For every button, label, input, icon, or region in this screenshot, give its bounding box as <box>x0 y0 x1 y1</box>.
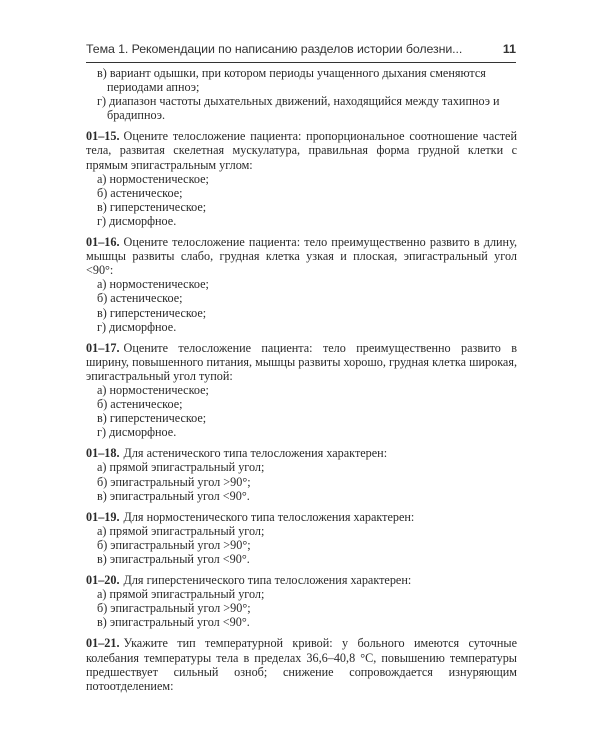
question-number: 01–16. <box>86 235 120 250</box>
question-number: 01–17. <box>86 340 120 355</box>
question-01-17 <box>86 341 517 440</box>
answer-option: б) эпигастральный угол >90°; <box>97 474 251 489</box>
answer-option: в) эпигастральный угол <90°. <box>97 488 250 503</box>
answer-option: г) диапазон частоты дыхательных движений, находящийся между тахипноэ и брадипноэ. <box>97 94 500 123</box>
question-number: 01–20. <box>86 573 120 588</box>
question-text: Оцените телосложение пациента: пропорциональное соотношение частей тела, развитая скелетная мускулатура, правильная форма грудной клетки с прямым эпигастральным углом: <box>86 129 517 172</box>
question-text: Для нормостенического типа телосложения характерен: <box>123 509 415 524</box>
answer-option: б) астеническое; <box>97 397 183 412</box>
question-stem <box>86 341 517 383</box>
answer-options <box>86 524 517 566</box>
question-text: Для астенического типа телосложения характерен: <box>123 446 388 461</box>
header-divider <box>86 62 516 63</box>
continued-options <box>86 66 517 122</box>
answer-options <box>86 172 517 228</box>
question-stem <box>86 573 517 587</box>
question-text: Укажите тип температурной кривой: у больного имеются суточные колебания температуры тела в пределах 36,6–40,8 °С, повышению температуры предшествует сильный озноб; снижение сопровождается изнуряющим потоотделением: <box>86 636 517 693</box>
question-01-16 <box>86 235 517 334</box>
question-01-20 <box>86 573 517 629</box>
answer-option: в) гиперстеническое; <box>97 305 207 320</box>
question-01-18 <box>86 446 517 502</box>
question-01-21 <box>86 636 517 692</box>
answer-option: б) эпигастральный угол >90°; <box>97 601 251 616</box>
question-text: Для гиперстенического типа телосложения характерен: <box>123 573 412 588</box>
answer-option: а) нормостеническое; <box>97 171 209 186</box>
answer-option: в) гиперстеническое; <box>97 411 207 426</box>
answer-option: г) дисморфное. <box>97 425 177 440</box>
answer-option: в) эпигастральный угол <90°. <box>97 552 250 566</box>
question-number: 01–15. <box>86 129 120 144</box>
question-stem <box>86 446 517 460</box>
page-body <box>86 66 517 693</box>
question-number: 01–18. <box>86 446 120 461</box>
answer-option: г) дисморфное. <box>97 213 177 228</box>
answer-option: в) эпигастральный угол <90°. <box>97 615 250 630</box>
question-stem <box>86 510 517 524</box>
answer-option: а) прямой эпигастральный угол; <box>97 523 265 538</box>
answer-option: г) дисморфное. <box>97 319 177 334</box>
answer-option: а) нормостеническое; <box>97 382 209 397</box>
question-01-15 <box>86 129 517 228</box>
answer-option: а) нормостеническое; <box>97 277 209 292</box>
question-text: Оцените телосложение пациента: тело преимущественно развито в длину, мышцы развиты слабо, грудная клетка узкая и плоская, эпигастральный угол <90°: <box>86 235 517 278</box>
question-text: Оцените телосложение пациента: тело преимущественно развито в ширину, повышенного питания, мышцы развиты хорошо, грудная клетка широкая, эпигастральный угол тупой: <box>86 340 517 383</box>
question-number: 01–21. <box>86 636 120 651</box>
question-stem <box>86 636 517 692</box>
chapter-title: Тема 1. Рекомендации по написанию разделов истории болезни... <box>86 42 463 56</box>
answer-option: а) прямой эпигастральный угол; <box>97 460 265 475</box>
answer-option: б) астеническое; <box>97 291 183 306</box>
answer-options <box>86 383 517 439</box>
answer-option: б) эпигастральный угол >90°; <box>97 537 251 552</box>
answer-option: б) астеническое; <box>97 185 183 200</box>
question-number: 01–19. <box>86 509 120 524</box>
question-stem <box>86 235 517 277</box>
page-number: 11 <box>502 42 516 56</box>
answer-option: в) гиперстеническое; <box>97 199 207 214</box>
running-header <box>86 42 516 62</box>
answer-options <box>86 277 517 333</box>
question-stem <box>86 129 517 171</box>
answer-options <box>86 587 517 629</box>
answer-option: в) вариант одышки, при котором периоды учащенного дыхания сменяются периодами апноэ; <box>97 66 486 95</box>
answer-option: а) прямой эпигастральный угол; <box>97 587 265 602</box>
question-01-19 <box>86 510 517 566</box>
answer-options <box>86 460 517 502</box>
